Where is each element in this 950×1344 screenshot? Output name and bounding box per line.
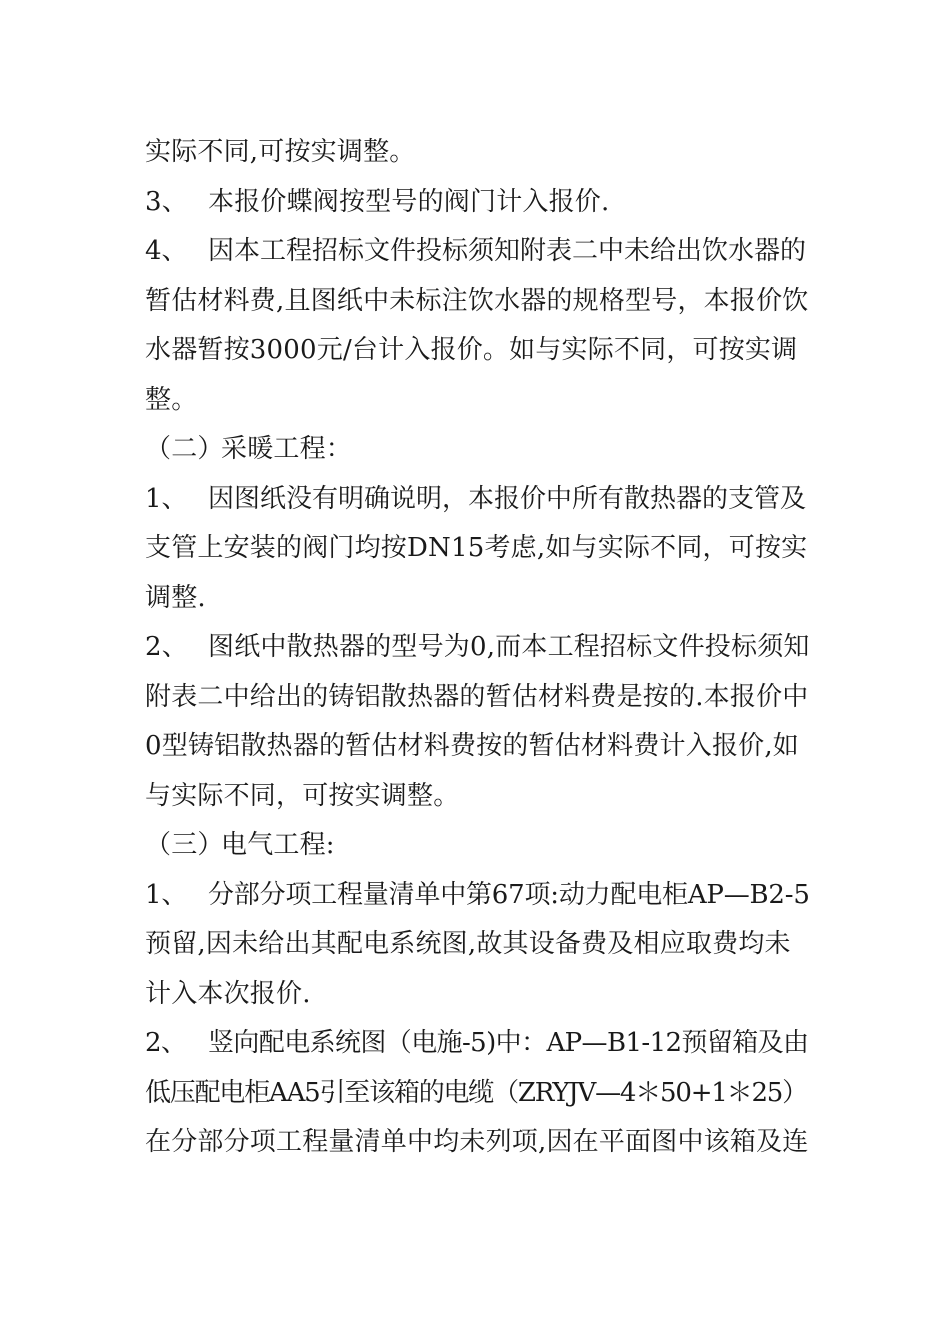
section-number: （三） xyxy=(145,830,224,860)
list-item xyxy=(145,475,805,525)
line-text: 水器暂按3000元/台计入报价。如与实际不同，可按实调 xyxy=(145,335,798,365)
line-text: 预留,因未给出其配电系统图,故其设备费及相应取费均未 xyxy=(145,929,791,959)
item-number: 3、 xyxy=(145,186,188,217)
line-text: 0型铸铝散热器的暂估材料费按的暂估材料费计入报价,如 xyxy=(145,731,800,761)
paragraph-line xyxy=(145,722,805,772)
paragraph-line xyxy=(145,326,805,376)
paragraph-line xyxy=(145,277,809,327)
line-text: 附表二中给出的铸铝散热器的暂估材料费是按的.本报价中 xyxy=(145,681,809,712)
line-text: 计入本次报价. xyxy=(145,978,311,1009)
paragraph-line xyxy=(145,772,805,822)
line-text: 分部分项工程量清单中第67项:动力配电柜AP—B2-5 xyxy=(208,879,810,910)
item-number: 2、 xyxy=(145,632,188,662)
item-number: 2、 xyxy=(145,1028,187,1058)
line-text: 本报价蝶阀按型号的阀门计入报价. xyxy=(208,186,610,217)
paragraph-line xyxy=(145,376,805,426)
section-number: （二） xyxy=(145,434,224,464)
line-text: 图纸中散热器的型号为0,而本工程招标文件投标须知 xyxy=(208,632,810,662)
list-item xyxy=(145,623,810,673)
line-text: 因图纸没有明确说明，本报价中所有散热器的支管及 xyxy=(208,483,807,514)
line-text: 与实际不同，可按实调整。 xyxy=(145,780,460,811)
section-heading xyxy=(145,821,805,871)
line-text: 在分部分项工程量清单中均未列项,因在平面图中该箱及连 xyxy=(145,1127,809,1157)
paragraph-line xyxy=(145,920,805,970)
line-text: 暂估材料费,且图纸中未标注饮水器的规格型号，本报价饮 xyxy=(145,285,809,316)
paragraph-line xyxy=(145,673,809,723)
item-number: 1、 xyxy=(145,879,188,910)
paragraph-line xyxy=(145,524,808,574)
line-text: 整。 xyxy=(145,384,198,415)
line-text: 调整. xyxy=(145,582,206,613)
paragraph-line xyxy=(145,970,805,1020)
line-text: 支管上安装的阀门均按DN15考虑,如与实际不同，可按实 xyxy=(145,533,808,563)
item-number: 4、 xyxy=(145,236,188,266)
list-item xyxy=(145,178,805,228)
list-item xyxy=(145,227,805,277)
list-item xyxy=(145,871,810,921)
section-title: 电气工程: xyxy=(221,830,335,860)
line-text: 因本工程招标文件投标须知附表二中未给出饮水器的 xyxy=(208,236,807,266)
document-body xyxy=(145,128,810,1168)
paragraph-line xyxy=(145,1118,809,1168)
paragraph-line xyxy=(145,1069,805,1119)
item-number: 1、 xyxy=(145,483,188,514)
line-text: 低压配电柜AA5引至该箱的电缆（ZRYJV—4＊50+1＊25） xyxy=(145,1077,807,1108)
section-heading xyxy=(145,425,805,475)
paragraph-line xyxy=(145,574,805,624)
line-text: 竖向配电系统图（电施-5)中：AP—B1-12预留箱及由 xyxy=(208,1028,809,1058)
line-text: 实际不同,可按实调整。 xyxy=(145,137,416,167)
section-title: 采暖工程： xyxy=(221,434,353,464)
list-item xyxy=(145,1019,809,1069)
paragraph-line xyxy=(145,128,805,178)
